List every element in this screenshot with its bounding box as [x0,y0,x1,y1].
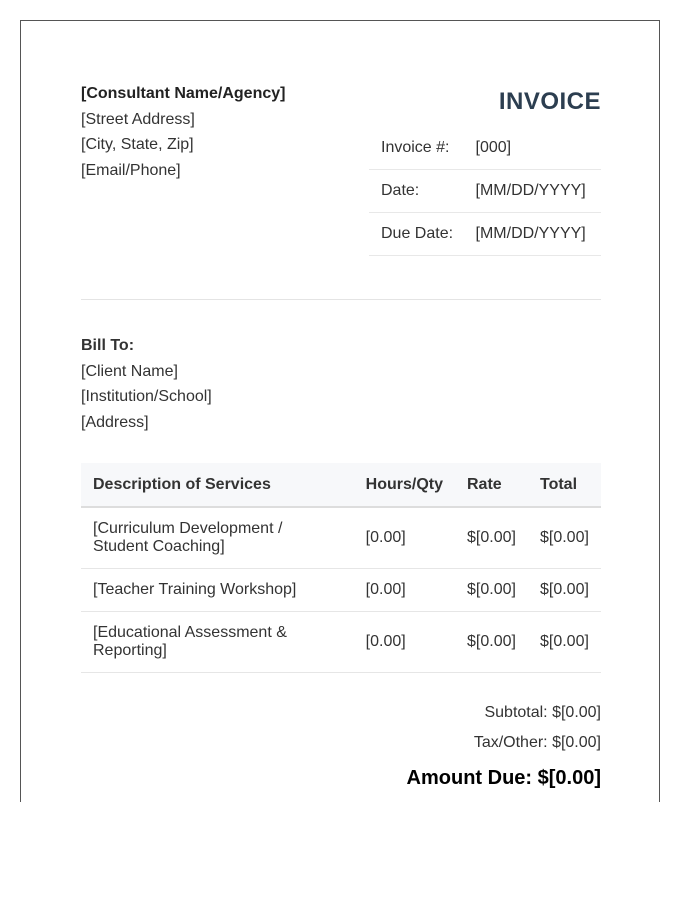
table-header-row [81,463,601,507]
sender-block [81,81,285,183]
invoice-content [81,81,601,789]
column-header-hours: Hours/Qty [354,463,455,507]
table-row [81,612,601,673]
totals-block [407,703,601,791]
meta-value: [MM/DD/YYYY] [464,170,601,213]
services-table [81,463,601,673]
header-divider [81,299,601,300]
meta-row-due-date [369,213,601,256]
invoice-page [20,20,660,802]
sender-street: [Street Address] [81,110,195,128]
meta-label: Date: [369,170,464,213]
tax-other: Tax/Other: $[0.00] [473,734,601,751]
service-qty: [0.00] [354,507,455,569]
service-qty: [0.00] [354,569,455,612]
invoice-header [81,81,601,291]
column-header-description: Description of Services [81,463,354,507]
service-rate: $[0.00] [455,507,528,569]
table-row [81,569,601,612]
bill-to-block [81,333,212,435]
service-total: $[0.00] [528,507,601,569]
meta-label: Invoice #: [369,127,464,170]
service-description: [Educational Assessment & Reporting] [81,612,354,673]
service-total: $[0.00] [528,569,601,612]
service-rate: $[0.00] [455,569,528,612]
service-description: [Curriculum Development / Student Coaching] [81,507,354,569]
bill-to-heading: Bill To: [81,337,135,354]
service-description: [Teacher Training Workshop] [81,569,354,612]
column-header-total: Total [528,463,601,507]
meta-row-invoice-number [369,127,601,170]
sender-city: [City, State, Zip] [81,136,194,153]
table-row [81,507,601,569]
subtotal: Subtotal: $[0.00] [484,704,601,721]
meta-label: Due Date: [369,213,464,256]
client-institution: [Institution/School] [81,388,212,405]
meta-row-date [369,170,601,213]
service-rate: $[0.00] [455,612,528,673]
sender-name: [Consultant Name/Agency] [81,85,286,102]
service-total: $[0.00] [528,612,601,673]
meta-value: [000] [464,127,601,170]
service-qty: [0.00] [354,612,455,673]
client-address: [Address] [81,413,149,431]
meta-value: [MM/DD/YYYY] [464,213,601,256]
invoice-meta-table [369,127,601,256]
invoice-meta-block [369,81,601,256]
client-name: [Client Name] [81,362,178,380]
column-header-rate: Rate [455,463,528,507]
invoice-title: INVOICE [498,88,601,115]
sender-contact: [Email/Phone] [81,161,181,179]
amount-due: Amount Due: $[0.00] [406,767,601,789]
